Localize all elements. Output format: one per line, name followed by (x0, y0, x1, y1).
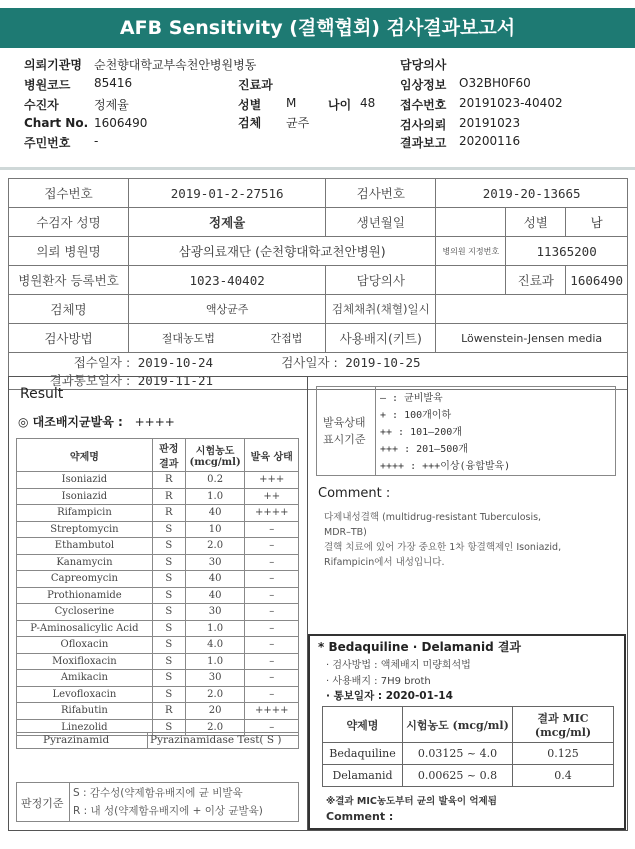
form-label: 의뢰 병원명 (9, 237, 129, 266)
bdq-comment: Comment : (326, 810, 394, 823)
drug-growth: – (245, 637, 299, 654)
patient-name: 정제율 (129, 208, 326, 237)
drug-concentration: 1.0 (185, 653, 245, 670)
drug-row (17, 472, 299, 489)
bdq-note: ※결과 MIC농도부터 균의 발육이 억제됨 (326, 796, 497, 807)
control-value: ++++ (134, 415, 175, 429)
form-label: 수검자 성명 (9, 208, 129, 237)
info-label: 담당의사 (400, 58, 447, 72)
drug-name: Amikacin (17, 670, 153, 687)
drug-growth: – (245, 554, 299, 571)
growth-legend-row: ++++ : +++이상(융합발육) (380, 461, 511, 472)
drug-row (17, 587, 299, 604)
drug-judgement: R (152, 488, 185, 505)
drug-concentration: 40 (185, 505, 245, 522)
drug-concentration: 2.0 (185, 538, 245, 555)
drug-row (17, 620, 299, 637)
drug-name: Capreomycin (17, 571, 153, 588)
info-label: 진료과 (238, 78, 273, 92)
date-label: 접수일자 : (73, 355, 131, 370)
comment-line: 다제내성결핵 (multidrug-resistant Tuberculosis, (324, 512, 542, 523)
growth-legend-row: ++ : 101–200개 (380, 427, 462, 438)
info-label: 임상정보 (400, 78, 447, 92)
drug-growth: – (245, 538, 299, 555)
drug-judgement: S (152, 571, 185, 588)
drug-growth: – (245, 670, 299, 687)
form-label: 검체명 (9, 295, 129, 324)
info-value: 48 (360, 96, 376, 110)
report-title: AFB Sensitivity (결핵협회) 검사결과보고서 (0, 8, 635, 48)
control-growth (18, 413, 175, 430)
drug-name: Kanamycin (17, 554, 153, 571)
date-label: 결과통보일자 : (49, 373, 131, 388)
drug-name: Levofloxacin (17, 686, 153, 703)
form-label: 병원환자 등록번호 (9, 266, 129, 295)
reg-no: 1023-40402 (129, 266, 326, 295)
info-value: 1606490 (94, 116, 148, 130)
col-header: 발육 상태 (245, 439, 299, 472)
growth-label: 발육상태 표시기준 (323, 416, 366, 446)
date-received: 2019-10-24 (137, 355, 213, 370)
drug-judgement: S (152, 587, 185, 604)
control-label: ◎ 대조배지균발육 : (18, 415, 123, 429)
col-header: 약제명 (17, 439, 153, 472)
drug-row (17, 653, 299, 670)
drug-growth: – (245, 620, 299, 637)
drug-growth: – (245, 571, 299, 588)
form-label: 병의원 지정번호 (436, 237, 506, 266)
hospital-name: 삼광의료재단 (순천향대학교천안병원) (129, 237, 436, 266)
drug-judgement: S (152, 538, 185, 555)
collect-value (436, 295, 628, 324)
info-value: O32BH0F60 (459, 76, 531, 90)
info-value: 85416 (94, 76, 133, 90)
drug-name: Cycloserine (17, 604, 153, 621)
form-label: 담당의사 (326, 266, 436, 295)
drug-judgement: S (152, 521, 185, 538)
drug-row (17, 521, 299, 538)
drug-growth: – (245, 686, 299, 703)
drug-concentration: 2.0 (185, 719, 245, 736)
pza-value: Pyrazinamidase Test( S ) (150, 734, 282, 746)
comment-title: Comment : (318, 486, 391, 501)
bdq-medium: · 사용배지 : 7H9 broth (326, 676, 431, 687)
form-label: 성별 (506, 208, 566, 237)
drug-judgement: S (152, 637, 185, 654)
drug-concentration: 4.0 (185, 637, 245, 654)
drug-judgement: S (152, 554, 185, 571)
drug-concentration: 1.0 (185, 620, 245, 637)
drug-judgement: R (152, 505, 185, 522)
drug-growth: – (245, 587, 299, 604)
drug-name: Moxifloxacin (17, 653, 153, 670)
form-label: 검사방법 (9, 324, 129, 353)
reception-no: 2019-01-2-27516 (129, 179, 326, 208)
drug-row (17, 488, 299, 505)
info-value: 정제율 (94, 98, 129, 112)
drug-judgement: R (152, 472, 185, 489)
drug-concentration: 30 (185, 604, 245, 621)
drug-name: Prothionamide (17, 587, 153, 604)
result-title: Result (20, 386, 64, 402)
drug-growth: – (245, 604, 299, 621)
comment-line: MDR–TB) (324, 527, 367, 538)
date-label: 검사일자 : (281, 355, 338, 370)
drug-name: Ofloxacin (17, 637, 153, 654)
bdq-mic: 0.125 (513, 743, 614, 765)
drug-name: Rifampicin (17, 505, 153, 522)
info-label: 병원코드 (24, 78, 71, 92)
drug-name: P-Aminosalicylic Acid (17, 620, 153, 637)
bdq-title: * Bedaquiline · Delamanid 결과 (318, 640, 522, 654)
date-notified: 2019-11-21 (137, 373, 213, 388)
drug-judgement: R (152, 703, 185, 720)
drug-growth: +++ (245, 472, 299, 489)
col-header: 시험농도 (mcg/ml) (403, 707, 513, 743)
drug-judgement: S (152, 670, 185, 687)
pza-row (16, 732, 299, 749)
info-label: 접수번호 (400, 98, 447, 112)
drug-judgement: S (152, 653, 185, 670)
drug-concentration: 40 (185, 587, 245, 604)
criteria-box (16, 782, 299, 822)
bdq-table (322, 706, 614, 787)
drug-concentration: 30 (185, 554, 245, 571)
info-label: 주민번호 (24, 136, 71, 150)
drug-growth: – (245, 719, 299, 736)
criteria-s: S : 감수성(약제함유배지에 균 비발육 (73, 787, 243, 799)
doctor-value (436, 266, 506, 295)
col-header: 시험농도 (mcg/ml) (185, 439, 245, 472)
birth-value (436, 208, 506, 237)
drug-concentration: 2.0 (185, 686, 245, 703)
info-label: 검체 (238, 116, 262, 130)
drug-row (17, 686, 299, 703)
comment-line: Rifampicin에서 내성입니다. (324, 557, 445, 568)
info-value: 균주 (286, 116, 310, 130)
drug-judgement: S (152, 686, 185, 703)
info-label: 나이 (328, 98, 352, 112)
specimen-value: 액상균주 (129, 295, 326, 324)
drug-name: Streptomycin (17, 521, 153, 538)
info-value: - (94, 134, 99, 148)
bdq-drug: Delamanid (323, 765, 403, 787)
drug-name: Isoniazid (17, 488, 153, 505)
drug-judgement: S (152, 719, 185, 736)
drug-row (17, 505, 299, 522)
drug-growth: ++ (245, 488, 299, 505)
info-value: 순천향대학교부속천안병원병동 (94, 58, 257, 72)
info-label: 성별 (238, 98, 262, 112)
col-header: 판정 결과 (152, 439, 185, 472)
info-value: 20200116 (459, 134, 521, 148)
drug-judgement: S (152, 620, 185, 637)
dept-value: 1606490 (566, 266, 628, 295)
form-label: 생년월일 (326, 208, 436, 237)
info-value: M (286, 96, 297, 110)
drug-row (17, 670, 299, 687)
bdq-mic: 0.4 (513, 765, 614, 787)
growth-legend-row: +++ : 201–500개 (380, 444, 468, 455)
info-label: 결과보고 (400, 136, 447, 150)
form-label: 접수번호 (9, 179, 129, 208)
hospital-id: 11365200 (506, 237, 628, 266)
criteria-r: R : 내 성(약제함유배지에 + 이상 균발육) (73, 805, 263, 817)
drug-concentration: 1.0 (185, 488, 245, 505)
medium-value: Löwenstein-Jensen media (436, 324, 628, 353)
drug-row (17, 538, 299, 555)
col-header: 약제명 (323, 707, 403, 743)
bdq-conc: 0.03125 ~ 4.0 (403, 743, 513, 765)
test-no: 2019-20-13665 (436, 179, 628, 208)
drug-row (17, 571, 299, 588)
drug-concentration: 0.2 (185, 472, 245, 489)
method-2: 간접법 (248, 324, 326, 353)
drug-concentration: 40 (185, 571, 245, 588)
drug-growth: – (245, 653, 299, 670)
form-label: 진료과 (506, 266, 566, 295)
growth-legend-row: + : 100개이하 (380, 410, 452, 421)
drug-name: Isoniazid (17, 472, 153, 489)
info-value: 20191023-40402 (459, 96, 563, 110)
drug-row (17, 637, 299, 654)
info-label: 수진자 (24, 98, 59, 112)
sex-value: 남 (566, 208, 628, 237)
comment-body (324, 510, 624, 570)
bdq-method: · 검사방법 : 액체배지 미량희석법 (326, 660, 471, 671)
criteria-label: 판정기준 (21, 797, 64, 810)
drug-row (17, 703, 299, 720)
pza-name: Pyrazinamid (43, 734, 110, 746)
bdq-conc: 0.00625 ~ 0.8 (403, 765, 513, 787)
drug-growth: – (245, 521, 299, 538)
form-label: 사용배지(키트) (326, 324, 436, 353)
comment-line: 결핵 치료에 있어 가장 중요한 1차 항결핵제인 Isoniazid, (324, 542, 562, 553)
drug-row (17, 554, 299, 571)
drug-row (17, 604, 299, 621)
drug-concentration: 10 (185, 521, 245, 538)
drug-growth: ++++ (245, 703, 299, 720)
info-value: 20191023 (459, 116, 521, 130)
bdq-date: · 통보일자 : 2020-01-14 (326, 690, 453, 702)
drug-name: Rifabutin (17, 703, 153, 720)
report-form-table (8, 178, 628, 390)
drug-concentration: 30 (185, 670, 245, 687)
col-header: 결과 MIC (mcg/ml) (513, 707, 614, 743)
method-1: 절대농도법 (129, 324, 248, 353)
bdq-drug: Bedaquiline (323, 743, 403, 765)
form-label: 검사번호 (326, 179, 436, 208)
divider (0, 167, 635, 170)
date-tested: 2019-10-25 (345, 355, 421, 370)
drug-growth: ++++ (245, 505, 299, 522)
info-label: 의뢰기관명 (24, 58, 82, 72)
drug-judgement: S (152, 604, 185, 621)
drug-name: Ethambutol (17, 538, 153, 555)
growth-legend-row: – : 균비발육 (380, 393, 443, 404)
drug-name: Linezolid (17, 719, 153, 736)
drug-concentration: 20 (185, 703, 245, 720)
info-label: Chart No. (24, 116, 89, 130)
form-label: 검체채취(채혈)일시 (326, 295, 436, 324)
info-label: 검사의뢰 (400, 118, 447, 132)
drug-result-table (16, 438, 299, 736)
